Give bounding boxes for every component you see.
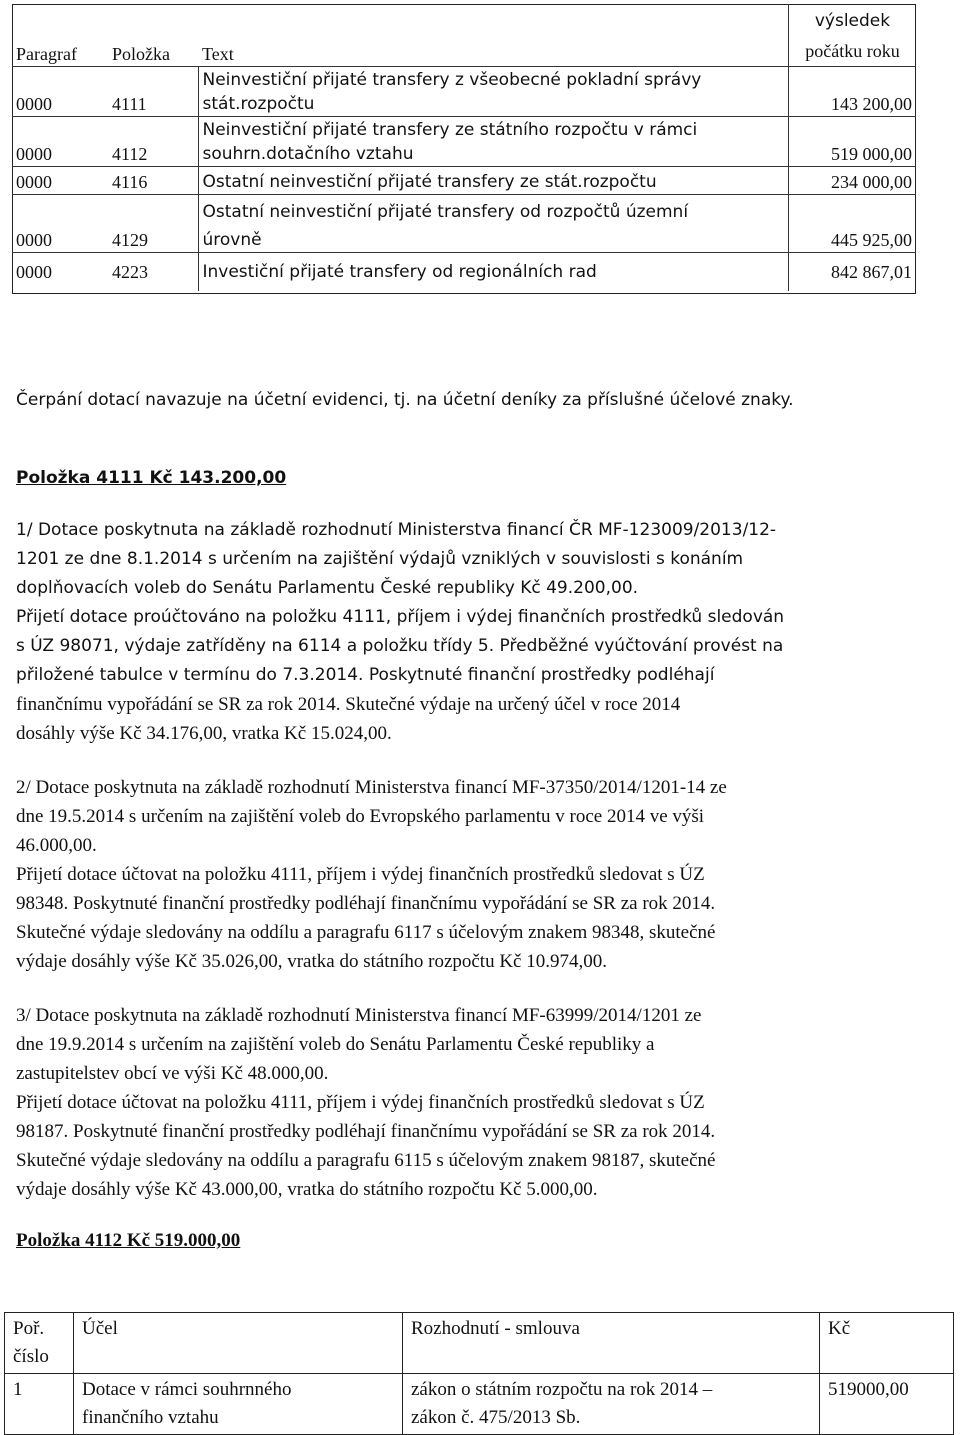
header-poradi [5,1313,74,1374]
header-ucel: Účel [74,1313,403,1374]
item3-line: 98187. Poskytnuté finanční prostředky podléhají finančnímu vypořádání se SR za rok 2014. [16,1121,716,1142]
item3-line: 3/ Dotace poskytnuta na základě rozhodnutí Ministerstva financí MF-63999/2014/1201 ze [16,1005,702,1026]
item3-line: zastupitelstev obcí ve výši Kč 48.000,00. [16,1063,329,1084]
header-text: Text [202,44,234,64]
row-text-line1: Ostatní neinvestiční přijaté transfery od rozpočtů územní [202,202,689,222]
row-ucel-line1: Dotace v rámci souhrnného [82,1379,292,1400]
table-row [12,67,916,117]
table-row [12,117,916,167]
item1-line: finančnímu vypořádání se SR za rok 2014. Skutečné výdaje na určený účel v roce 2014 [16,694,681,715]
row-value: 234 000,00 [789,167,917,195]
row-ucel-line2: finančního vztahu [82,1407,219,1428]
budget-table [12,4,916,291]
row-value: 842 867,01 [789,253,917,291]
header-poradi-line2: číslo [13,1346,49,1367]
subsidy-table-header [5,1313,954,1374]
item2-line: Přijetí dotace účtovat na položku 4111, příjem i výdej finančních prostředků sledovat s ÚZ [16,864,705,885]
item2-line: Skutečné výdaje sledovány na oddílu a paragrafu 6117 s účelovým znakem 98348, skutečné [16,922,716,943]
header-kc: Kč [820,1313,954,1374]
item3-line: Přijetí dotace účtovat na položku 4111, příjem i výdej finančních prostředků sledovat s ÚZ [16,1092,705,1113]
intro-text: Čerpání dotací navazuje na účetní evidenci, tj. na účetní deníky za příslušné účelové znaky. [16,390,794,410]
header-result-line2: počátku roku [805,41,900,61]
section1-heading: Položka 4111 Kč 143.200,00 [16,468,287,488]
item2-line: dne 19.5.2014 s určením na zajištění voleb do Evropského parlamentu v roce 2014 ve výši [16,806,705,827]
row-value: 143 200,00 [789,67,917,117]
table-row [5,1374,954,1435]
row-paragraf: 0000 [12,195,108,253]
item1-line: dosáhly výše Kč 34.176,00, vratka Kč 15.024,00. [16,723,392,744]
header-result [789,4,917,67]
row-paragraf: 0000 [12,253,108,291]
row-text-line2: úrovně [202,230,262,250]
row-value: 519 000,00 [789,117,917,167]
row-text: Investiční přijaté transfery od regionálních rad [198,253,789,291]
budget-table-header [12,4,916,67]
item1-line: s ÚZ 98071, výdaje zatříděny na 6114 a položku třídy 5. Předběžné vyúčtování provést na [16,636,784,656]
item2-line: výdaje dosáhly výše Kč 35.026,00, vratka do státního rozpočtu Kč 10.974,00. [16,951,607,972]
row-text [198,117,789,167]
section1-item1 [16,516,926,748]
header-result-line1: výsledek [814,11,891,31]
item2-line: 46.000,00. [16,835,97,856]
row-paragraf: 0000 [12,167,108,195]
item3-line: výdaje dosáhly výše Kč 43.000,00, vratka do státního rozpočtu Kč 5.000,00. [16,1179,598,1200]
section1-item3 [16,1001,926,1204]
row-polozka: 4111 [108,67,198,117]
item1-line: 1/ Dotace poskytnuta na základě rozhodnutí Ministerstva financí ČR MF-123009/2013/12- [16,520,777,540]
row-rozhodnuti [403,1374,820,1435]
row-polozka: 4116 [108,167,198,195]
item1-line: 1201 ze dne 8.1.2014 s určením na zajištění výdajů vzniklých v souvislosti s konáním [16,549,744,569]
header-rozhodnuti: Rozhodnutí - smlouva [403,1313,820,1374]
table-row [12,167,916,195]
item1-line: Přijetí dotace proúčtováno na položku 4111, příjem i výdej finančních prostředků sledován [16,607,785,627]
row-polozka: 4112 [108,117,198,167]
row-rozhodnuti-line1: zákon o státním rozpočtu na rok 2014 – [411,1379,713,1400]
row-polozka: 4129 [108,195,198,253]
subsidy-table [4,1312,954,1435]
row-polozka: 4223 [108,253,198,291]
row-text-line1: Neinvestiční přijaté transfery z všeobecné pokladní správy [202,70,702,90]
row-paragraf: 0000 [12,117,108,167]
row-paragraf: 0000 [12,67,108,117]
row-kc: 519000,00 [820,1374,954,1435]
row-ucel [74,1374,403,1435]
header-poradi-line1: Poř. [13,1318,45,1339]
section1-item2 [16,773,926,976]
row-rozhodnuti-line2: zákon č. 475/2013 Sb. [411,1407,581,1428]
item2-line: 98348. Poskytnuté finanční prostředky podléhají finančnímu vypořádání se SR za rok 2014. [16,893,716,914]
row-text-line2: stát.rozpočtu [202,94,315,114]
row-text-line1: Neinvestiční přijaté transfery ze státního rozpočtu v rámci [202,120,698,140]
item3-line: dne 19.9.2014 s určením na zajištění voleb do Senátu Parlamentu České republiky a [16,1034,655,1055]
row-text [198,195,789,253]
row-text-line2: souhrn.dotačního vztahu [202,144,414,164]
row-poradi: 1 [5,1374,74,1435]
item1-line: přiložené tabulce v termínu do 7.3.2014. Poskytnuté finanční prostředky podléhají [16,665,715,685]
item1-line: doplňovacích voleb do Senátu Parlamentu České republiky Kč 49.200,00. [16,578,639,598]
item2-line: 2/ Dotace poskytnuta na základě rozhodnutí Ministerstva financí MF-37350/2014/1201-14 ze [16,777,727,798]
header-paragraf: Paragraf [16,44,77,64]
header-polozka: Položka [112,44,170,64]
table-row [12,195,916,253]
row-text: Ostatní neinvestiční přijaté transfery ze stát.rozpočtu [198,167,789,195]
row-value: 445 925,00 [789,195,917,253]
section2-heading: Položka 4112 Kč 519.000,00 [16,1230,241,1251]
item3-line: Skutečné výdaje sledovány na oddílu a paragrafu 6115 s účelovým znakem 98187, skutečné [16,1150,716,1171]
table-row [12,253,916,291]
row-text [198,67,789,117]
